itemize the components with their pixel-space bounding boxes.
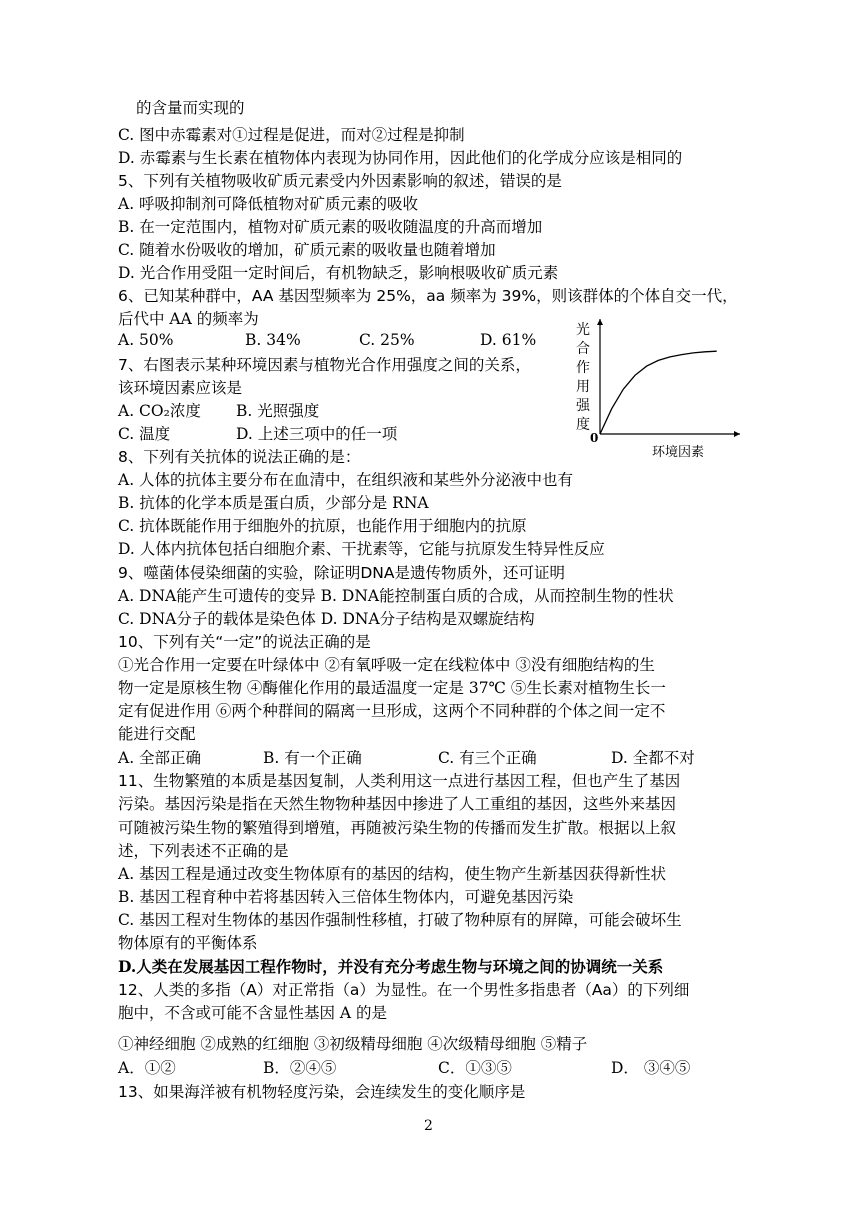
q6-option-d: D. 61%: [480, 331, 537, 349]
q12-option-a: A．①②: [118, 1059, 176, 1077]
text-line-l07: C. 随着水份吸收的增加，矿质元素的吸收量也随着增加: [118, 241, 496, 259]
text-line-l26: 可随被污染生物的繁殖得到增殖，再随被污染生物的传播而发生扩散。根据以上叙: [118, 819, 677, 837]
text-line-l14: C. 抗体既能作用于细胞外的抗原，也能作用于细胞内的抗原: [118, 517, 527, 535]
text-line-l28: A. 基因工程是通过改变生物体原有的基因的结构，使生物产生新基因获得新性状: [118, 865, 667, 883]
text-line-l17: A. DNA能产生可遗传的变异 B. DNA能控制蛋白质的合成，从而控制生物的性状: [118, 587, 674, 605]
text-line-l04: 5、下列有关植物吸收矿质元素受内外因素影响的叙述，错误的是: [118, 172, 562, 190]
text-line-l35: ①神经细胞 ②成熟的红细胞 ③初级精母细胞 ④次级精母细胞 ⑤精子: [118, 1035, 588, 1053]
text-line-l30: C. 基因工程对生物体的基因作强制性移植，打破了物种原有的屏障，可能会破坏生: [118, 911, 682, 929]
text-line-l11: 8、下列有关抗体的说法正确的是：: [118, 448, 361, 466]
q10-option-a: A. 全部正确: [118, 749, 202, 767]
chart-origin-label: 0: [590, 431, 599, 445]
q6-option-b: B. 34%: [245, 331, 301, 349]
chart-y-label-char: 强: [576, 398, 590, 414]
text-line-l20: ①光合作用一定要在叶绿体中 ②有氧呼吸一定在线粒体中 ③没有细胞结构的生: [118, 656, 655, 674]
text-line-l29: B. 基因工程育种中若将基因转入三倍体生物体内，可避免基因污染: [118, 888, 574, 906]
text-line-l27: 述，下列表述不正确的是: [118, 842, 289, 860]
text-line-l03: D. 赤霉素与生长素在植物体内表现为协同作用，因此他们的化学成分应该是相同的: [118, 149, 683, 167]
q13-stem: 13、如果海洋被有机物轻度污染，会连续发生的变化顺序是: [118, 1083, 526, 1101]
text-line-l21: 物一定是原核生物 ④酶催化作用的最适温度一定是 37℃ ⑤生长素对植物生长一: [118, 679, 666, 697]
photosynthesis-chart: [572, 310, 752, 460]
q10-option-d: D. 全都不对: [611, 749, 695, 767]
text-line-l33: 12、人类的多指（A）对正常指（a）为显性。在一个男性多指患者（Aa）的下列细: [118, 981, 690, 999]
chart-y-label-char: 合: [576, 341, 590, 357]
text-line-l08: D. 光合作用受阻一定时间后，有机物缺乏，影响根吸收矿质元素: [118, 264, 559, 282]
q7-stem-line1: 7、右图表示某种环境因素与植物光合作用强度之间的关系，: [118, 356, 531, 374]
text-line-l02: C. 图中赤霉素对①过程是促进，而对②过程是抑制: [118, 126, 465, 144]
chart-y-axis-arrow: [597, 319, 603, 325]
text-line-l15: D. 人体内抗体包括白细胞介素、干扰素等，它能与抗原发生特异性反应: [118, 540, 605, 558]
q7-option-c: C. 温度: [118, 425, 171, 443]
q10-option-c: C. 有三个正确: [438, 749, 537, 767]
text-line-l05: A. 呼吸抑制剂可降低植物对矿质元素的吸收: [118, 195, 419, 213]
chart-series-line: [600, 351, 717, 434]
text-line-l09: 6、已知某种群中，AA 基因型频率为 25%，aa 频率为 39%，则该群体的个体自交一代，: [118, 287, 738, 305]
text-line-l12: A. 人体的抗体主要分布在血清中，在组织液和某些外分泌液中也有: [118, 471, 574, 489]
text-line-l16: 9、噬菌体侵染细菌的实验，除证明DNA是遗传物质外，还可证明: [118, 564, 565, 582]
q12-option-c: C．①③⑤: [438, 1059, 512, 1077]
q12-option-d: D． ③④⑤: [611, 1059, 691, 1077]
text-line-l22: 定有促进作用 ⑥两个种群间的隔离一旦形成，这两个不同种群的个体之间一定不: [118, 702, 666, 720]
q6-option-a: A. 50%: [118, 331, 174, 349]
text-line-l25: 污染。基因污染是指在天然生物物种基因中掺进了人工重组的基因，这些外来基因: [118, 795, 677, 813]
text-line-l19: 10、下列有关“一定”的说法正确的是: [118, 633, 371, 651]
text-line-l24: 11、生物繁殖的本质是基因复制，人类利用这一点进行基因工程，但也产生了基因: [118, 772, 681, 790]
chart-y-label-char: 用: [576, 379, 590, 395]
text-line-l32: D.人类在发展基因工程作物时，并没有充分考虑生物与环境之间的协调统一关系: [118, 957, 664, 976]
text-line-l01: 的含量而实现的: [136, 99, 245, 117]
chart-x-label: 环境因素: [652, 445, 705, 460]
q7-stem-line2: 该环境因素应该是: [118, 379, 243, 397]
text-line-l31: 物体原有的平衡体系: [118, 934, 258, 952]
q7-option-a: A. CO₂浓度: [118, 402, 201, 420]
chart-y-label-char: 作: [576, 360, 590, 376]
text-line-l13: B. 抗体的化学本质是蛋白质，少部分是 RNA: [118, 494, 429, 512]
text-line-l18: C. DNA分子的载体是染色体 D. DNA分子结构是双螺旋结构: [118, 610, 535, 628]
text-line-l10: 后代中 AA 的频率为: [118, 310, 259, 328]
q7-option-d: D. 上述三项中的任一项: [236, 425, 398, 443]
page-number: 2: [424, 1118, 433, 1134]
q6-option-c: C. 25%: [359, 331, 415, 349]
text-line-l34: 胞中，不含或可能不含显性基因 A 的是: [118, 1004, 388, 1022]
q12-option-b: B．②④⑤: [263, 1059, 337, 1077]
text-line-l06: B. 在一定范围内，植物对矿质元素的吸收随温度的升高而增加: [118, 218, 543, 236]
text-line-l23: 能进行交配: [118, 725, 196, 743]
chart-x-axis-arrow: [734, 431, 740, 437]
q10-option-b: B. 有一个正确: [263, 749, 362, 767]
q7-option-b: B. 光照强度: [236, 402, 320, 420]
chart-y-label-char: 光: [576, 322, 590, 338]
chart-y-label-char: 度: [576, 417, 590, 433]
